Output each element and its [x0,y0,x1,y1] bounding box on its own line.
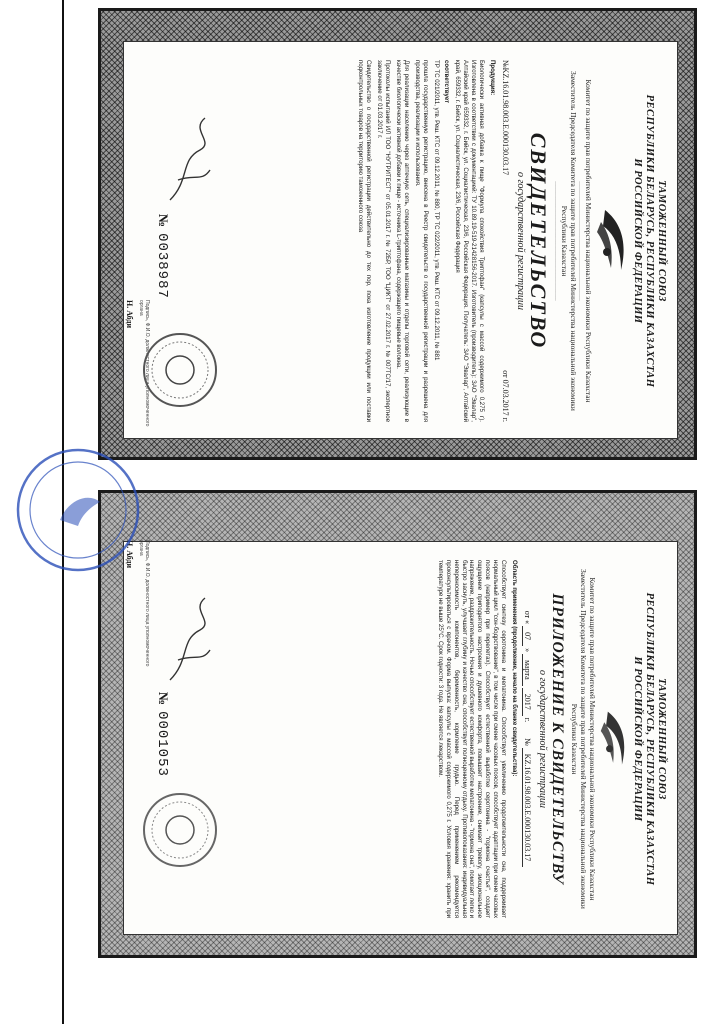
footer-note: Свидетельство о государственной регистрации действительно до тех пор, пока изготовление продукции или поставки подконтрольных товаров на территорию таможенного союза [357,60,373,422]
customs-union-logo-icon [595,206,629,276]
serial-prefix: № [156,214,171,228]
product-label: Продукция: [489,60,496,96]
conformity-label: соответствует [443,60,451,104]
sign-caption: Подпись, Ф.И.О. должностного лица уполномоченного органа [138,300,150,427]
serial-number-top [154,214,172,299]
certificate-subtitle: о государственной регистрации [515,171,526,311]
official-seal-icon [140,790,220,870]
date-year-suffix: г. [523,717,532,723]
union-line-2: РЕСПУБЛИКИ БЕЛАРУСЬ, РЕСПУБЛИКИ КАЗАХСТАН [644,592,655,886]
registration-number: №KZ.16.01.98.003.Е.000130.03.17 [501,60,510,176]
committee-name: Комитет по защите прав потребителей Министерства национальной экономики Республики Казахстан [588,577,597,901]
signer-name: Н. Абди [125,540,134,569]
deputy-caption: ____________________________________________________ [555,181,560,301]
deputy-chairman: Заместитель Председателя Комитета по защите прав потребителей Министерства национальной экономики Республики Казахстан [570,569,588,909]
number-label: № [523,738,532,746]
date-from-label: от [523,610,532,619]
signer-name: Н. Абди [125,300,134,329]
appendix-body [436,560,518,918]
official-seal-icon [140,330,220,410]
product-description: Биологически активная добавка к пище "Формула спокойствия Триптофан" (капсулы с массой содержимого 0,275 г). Изготовлена в соответствии с документацией: ТУ 10.89.19-519-21428156-2017. Изготовитель (производитель): ЗАО "Эвалар", Алтайский край 659332, г. Бийск, ул. Социалистическая, 23/6, Российская Федерация. Получатель: ЗАО "Эвалар", Алтайский край, 659332, г. Бийск, ул. Социалистическая, 23/6, Российская Федерация [454,60,486,422]
registration-number-line [500,60,511,422]
serial-value: 0001053 [154,711,170,777]
customs-union-logo-icon [599,704,629,774]
signature-icon [160,590,220,690]
union-line-3: И РОССИЙСКОЙ ФЕДЕРАЦИИ [632,158,643,324]
usage-text: Для реализации населению через аптечную сеть, специализированные магазины и отделы торговой сети, реализующие в качестве биологически активной добавки к пище - источника L-триптофана, содержащего пищевые волокна. [394,60,410,422]
union-line-3: И РОССИЙСКОЙ ФЕДЕРАЦИИ [632,656,643,822]
signature-icon [160,110,220,210]
date-day: 07 [522,626,532,646]
appendix-title: ПРИЛОЖЕНИЕ К СВИДЕТЕЛЬСТВУ [549,593,566,885]
serial-number-bottom [154,692,172,777]
scope-text: Способствует синтезу серотонина и мелатонина. Способствует увеличению продолжительности сна, поддерживает нормальный цикл "сон-бодрствование", в том числе при смене часовых поясов, способствует адаптации при смене часовых поясов (например при перелетах). Способствует естественной выработке серотонина - "гормона счастья", создает ощущение приподнятого настроения и душевного комфорта, повышает настроение, снимает тревогу, эмоциональное напряжение, раздражительность. Ночью способствует естественной выработке мелатонина - "гормона сна", помогает легко и быстро заснуть, улучшает глубину и качество сна, способствует полноценному отдыху. Противопоказания: индивидуальная непереносимость компонентов, беременность, кормление грудью. Перед применением рекомендуется проконсультироваться с врачом. Форма выпуска: капсулы с массой содержимого 0,275 г. Условия хранения: хранить при температуре не выше 25°С. Срок годности: 3 года. Не является лекарством. [436,560,508,918]
customs-union-header [631,60,667,422]
deputy-chairman: Заместитель Председателя Комитета по защите прав потребителей Министерства национальной экономики Республики Казахстан [560,71,578,411]
certificate-body [356,60,496,422]
serial-prefix: № [156,692,171,706]
registration-text: прошла государственную регистрацию, внесена в Реестр свидетельств о государственной регистрации и разрешена для производства, реализации и использования. [413,60,429,422]
scope-label: Область применения (продолжение, начало на бланке свидетельства): [511,560,518,777]
sign-caption: Подпись, Ф.И.О. должностного лица уполномоченного органа [138,540,150,667]
registration-date: от 07.03.2017 г. [501,370,510,422]
union-line-2: РЕСПУБЛИКИ БЕЛАРУСЬ, РЕСПУБЛИКИ КАЗАХСТАН [644,94,655,388]
appendix-number-line: от « 07 » марта 2017 г. № KZ.16.01.98.003.Е.000130.03.17 [522,560,533,918]
committee-name: Комитет по защите прав потребителей Министерства национальной экономики Республики Казахстан [584,79,593,403]
committee-caption: ____________________________________________________ [579,181,584,301]
serial-value: 0038987 [154,233,170,299]
date-year: 2017 [522,688,532,716]
appendix-subtitle: о государственной регистрации [537,669,548,809]
blue-ink-stamp-icon [8,440,148,580]
customs-union-header [631,560,667,918]
appendix-number: KZ.16.01.98.003.Е.000130.03.17 [522,748,532,868]
date-month: марта [522,654,532,686]
union-line-1: ТАМОЖЕННЫЙ СОЮЗ [656,678,667,800]
certificate-title: СВИДЕТЕЛЬСТВО [526,132,551,350]
protocols-text: Протоколы испытаний ИЛ ТОО "НУТРИТЕСТ" от 05.01.2017 г. № 72БР, ТОО "ЦИКТ" от 27.02.2017 г. № 007ТС/17, экспертное заключение от 01.03.2017 г. [376,60,392,422]
conformity-text: ТР ТС 021/2011, утв. Реш. КТС от 09.12.2011, № 880, ТР ТС 022/2011, утв. Реш. КТС от 09.12.2011, № 881 [432,60,440,361]
union-line-1: ТАМОЖЕННЫЙ СОЮЗ [656,180,667,302]
